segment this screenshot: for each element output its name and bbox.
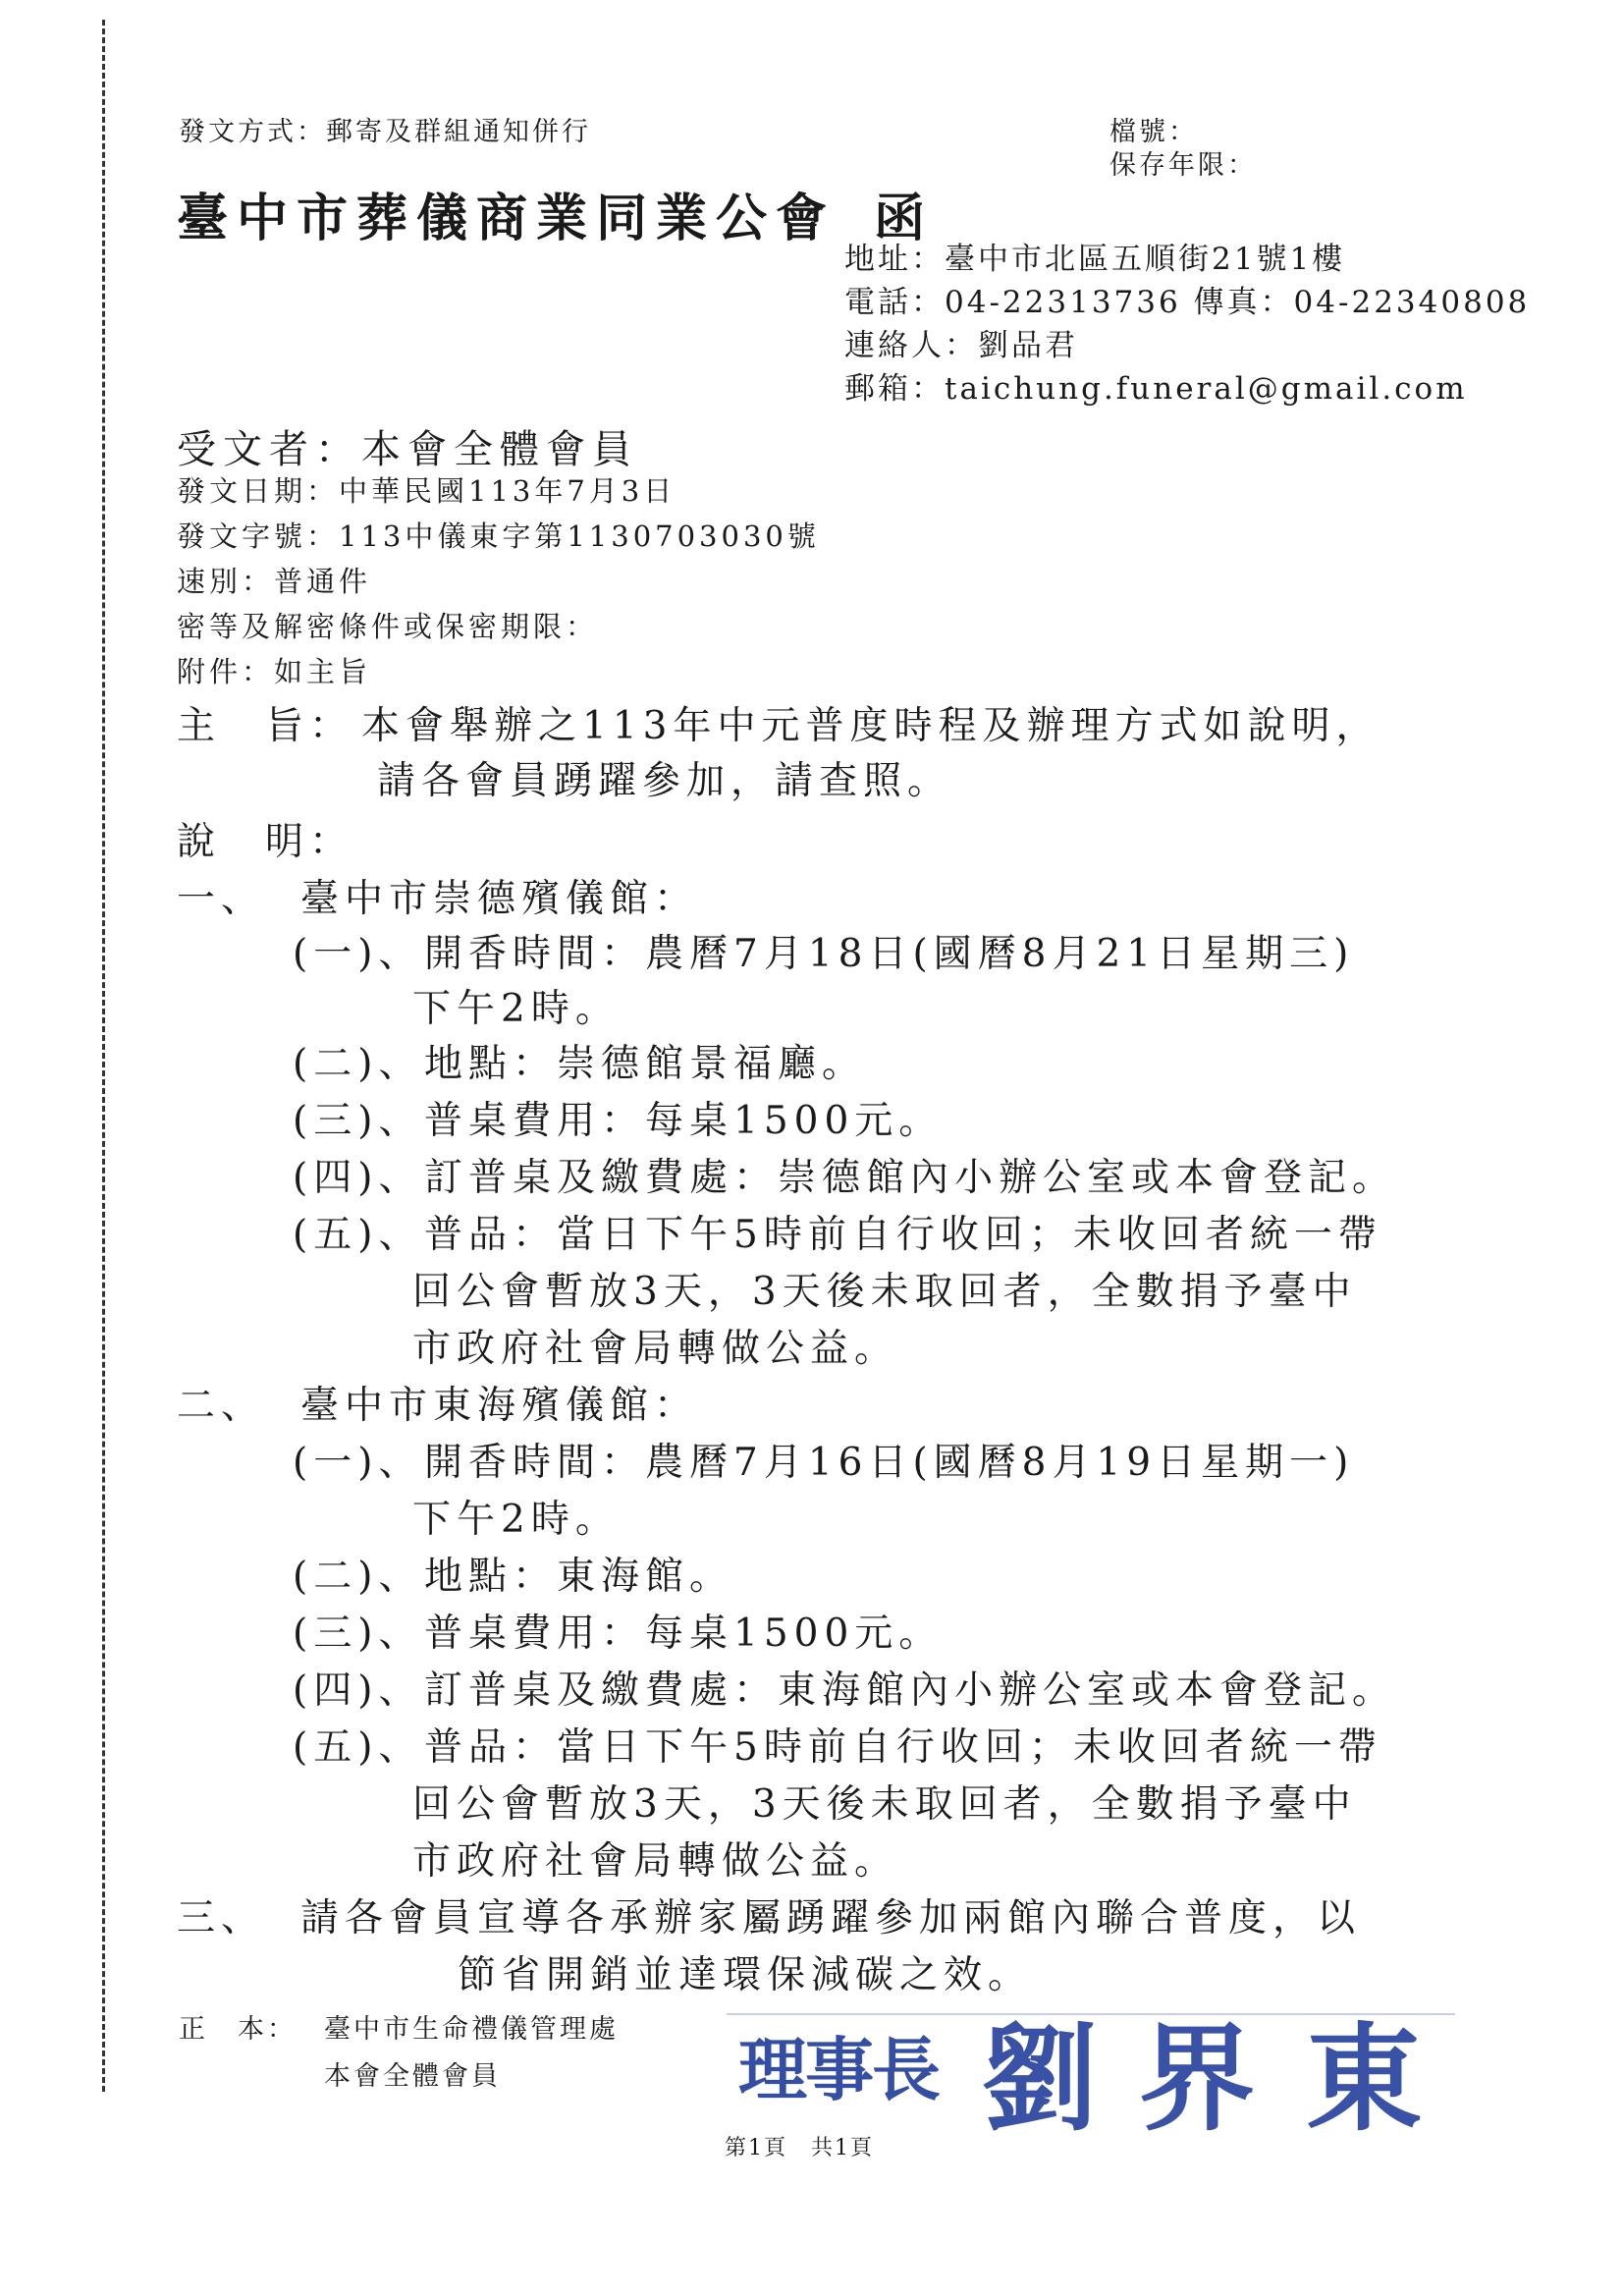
item-line: 開香時間：農曆7月16日(國曆8月19日星期一) (424, 1441, 1355, 1485)
item-number: (二)、 (293, 1555, 423, 1599)
item-line: 回公會暫放3天，3天後未取回者，全數捐予臺中 (412, 1270, 1357, 1314)
item-line: 市政府社會局轉做公益。 (412, 1327, 899, 1371)
section-number: 一、 (177, 877, 266, 921)
item-line: 地點：崇德館景福廳。 (424, 1042, 867, 1086)
section-line: 節省開銷並達環保減碳之效。 (458, 1953, 1033, 1997)
item-number: (二)、 (293, 1042, 423, 1086)
issue-date: 發文日期：中華民國113年7月3日 (177, 474, 676, 508)
file-number: 檔號： (1109, 117, 1198, 147)
binding-line (102, 20, 105, 2092)
speed: 速別：普通件 (177, 565, 372, 598)
item-line: 地點：東海館。 (424, 1555, 734, 1599)
item-line: 回公會暫放3天，3天後未取回者，全數捐予臺中 (412, 1782, 1357, 1827)
subject-label: 主 旨： (177, 704, 354, 748)
contact-address: 地址：臺中市北區五順街21號1樓 (844, 242, 1346, 277)
doc-number: 發文字號：113中儀東字第1130703030號 (177, 519, 820, 553)
item-line: 普品：當日下午5時前自行收回；未收回者統一帶 (424, 1213, 1382, 1257)
attachment: 附件：如主旨 (177, 655, 372, 688)
chairman-title-seal: 理事長 (738, 2029, 939, 2110)
subject-line-1: 本會舉辦之113年中元普度時程及辦理方式如說明， (361, 704, 1380, 748)
page-indicator: 第1頁 共1頁 (725, 2136, 874, 2160)
item-number: (一)、 (293, 932, 423, 976)
item-line: 普桌費用：每桌1500元。 (424, 1612, 944, 1656)
secrecy: 密等及解密條件或保密期限： (177, 610, 599, 643)
doc-type: 函 (874, 189, 935, 248)
item-line: 開香時間：農曆7月18日(國曆8月21日星期三) (424, 932, 1355, 976)
org-title: 臺中市葬儀商業同業公會 (177, 189, 837, 248)
item-line: 下午2時。 (412, 987, 620, 1031)
item-number: (一)、 (293, 1441, 423, 1485)
section-heading: 臺中市崇德殯儀館： (300, 877, 699, 921)
item-line: 普桌費用：每桌1500元。 (424, 1099, 944, 1143)
contact-person: 連絡人：劉品君 (844, 328, 1078, 363)
retention-period: 保存年限： (1109, 150, 1257, 181)
receiver: 受文者：本會全體會員 (177, 427, 638, 472)
recipient-1: 臺中市生命禮儀管理處 (324, 2014, 619, 2045)
section-number: 三、 (177, 1896, 266, 1941)
item-line: 下午2時。 (412, 1498, 620, 1542)
chairman-name-seal-char: 劉 (982, 2010, 1099, 2147)
item-line: 訂普桌及繳費處：崇德館內小辦公室或本會登記。 (424, 1156, 1397, 1200)
contact-phone: 電話：04-22313736 傳真：04-22340808 (844, 285, 1531, 320)
recipient-2: 本會全體會員 (324, 2061, 501, 2092)
item-number: (三)、 (293, 1099, 423, 1143)
section-heading: 臺中市東海殯儀館： (300, 1384, 699, 1428)
explanation-label: 說 明： (177, 820, 354, 864)
item-number: (三)、 (293, 1612, 423, 1656)
section-number: 二、 (177, 1384, 266, 1428)
chairman-name-seal-char: 界 (1139, 2010, 1256, 2147)
contact-email: 郵箱：taichung.funeral@gmail.com (844, 371, 1468, 407)
subject-line-2: 請各會員踴躍參加，請查照。 (377, 759, 952, 803)
item-line: 訂普桌及繳費處：東海館內小辦公室或本會登記。 (424, 1668, 1397, 1713)
item-line: 普品：當日下午5時前自行收回；未收回者統一帶 (424, 1725, 1382, 1770)
recipients-label: 正 本： (179, 2014, 297, 2045)
chairman-name-seal-char: 東 (1306, 2010, 1423, 2147)
item-number: (四)、 (293, 1156, 423, 1200)
item-line: 市政府社會局轉做公益。 (412, 1839, 899, 1884)
item-number: (五)、 (293, 1725, 423, 1770)
item-number: (四)、 (293, 1668, 423, 1713)
item-number: (五)、 (293, 1213, 423, 1257)
send-method: 發文方式：郵寄及群組通知併行 (179, 117, 591, 147)
section-line: 請各會員宣導各承辦家屬踴躍參加兩館內聯合普度，以 (300, 1896, 1362, 1941)
